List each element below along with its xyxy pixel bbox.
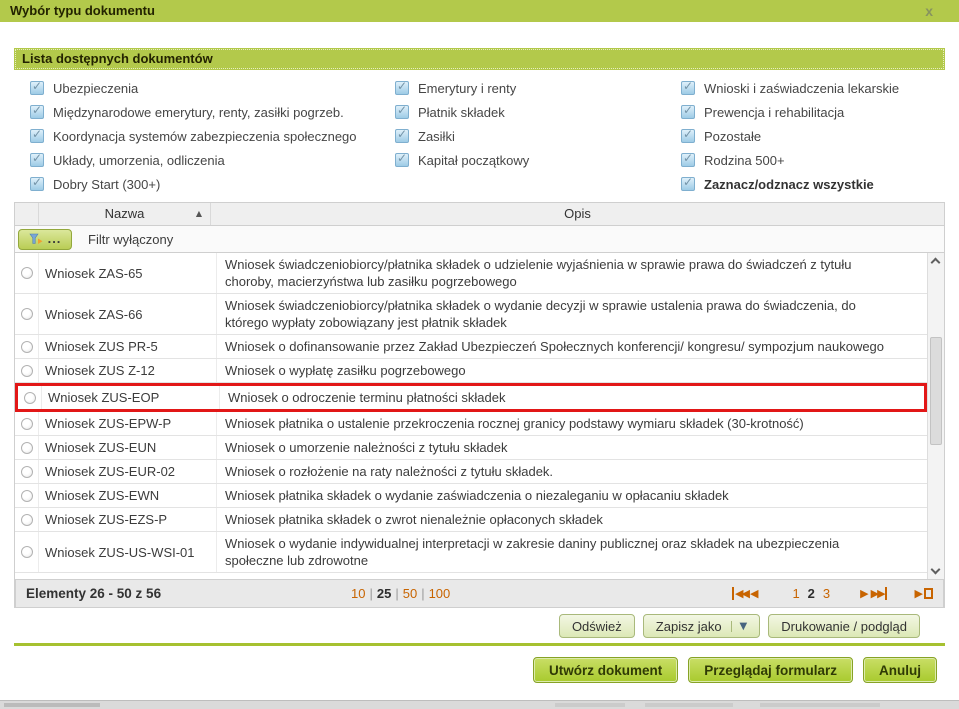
category-filters: [14, 70, 945, 202]
create-document-button[interactable]: [533, 657, 678, 683]
table-row[interactable]: [15, 359, 927, 383]
table-row[interactable]: [15, 508, 927, 532]
category-filter-item[interactable]: [395, 124, 681, 148]
table-row[interactable]: [15, 484, 927, 508]
row-radio-cell: [15, 484, 39, 507]
table-row[interactable]: [15, 412, 927, 436]
checkbox-checked-icon[interactable]: [30, 129, 44, 143]
page-number[interactable]: 3: [822, 586, 831, 601]
category-label: Pozostałe: [704, 128, 762, 144]
filter-status-label: Filtr wyłączony: [88, 231, 174, 247]
row-radio-button[interactable]: [21, 267, 33, 279]
row-name-cell: Wniosek ZUS-EPW-P: [39, 412, 217, 435]
category-label: Płatnik składek: [418, 104, 505, 120]
category-filter-item[interactable]: [395, 100, 681, 124]
background-ghost-text: [760, 703, 880, 707]
row-desc-cell: Wniosek o rozłożenie na raty należności z tytułu składek.: [225, 464, 554, 479]
category-label: Układy, umorzenia, odliczenia: [53, 152, 225, 168]
table-row[interactable]: [15, 460, 927, 484]
pagination-nav: [732, 586, 933, 601]
table-header-row: [15, 203, 944, 226]
sort-ascending-icon[interactable]: ▲: [195, 209, 202, 218]
category-filter-item[interactable]: [30, 172, 395, 196]
checkbox-checked-icon[interactable]: [395, 129, 409, 143]
category-label: Emerytury i renty: [418, 80, 517, 96]
row-radio-button[interactable]: [21, 308, 33, 320]
page-size-selector: [347, 580, 454, 607]
page-size-option[interactable]: 50: [402, 586, 418, 601]
category-label: Prewencja i rehabilitacja: [704, 104, 845, 120]
table-row[interactable]: [15, 253, 927, 294]
row-desc-cell: Wniosek o wydanie indywidualnej interpretacji w zakresie daniny publicznej oraz składek na ubezpieczenia społeczne lub zdrowotne: [225, 536, 840, 568]
row-name-cell: Wniosek ZUS-EUR-02: [39, 460, 217, 483]
table-toolbar: [14, 608, 945, 643]
create-document-label: Utwórz dokument: [548, 662, 663, 678]
row-radio-cell: [15, 359, 39, 382]
row-desc-cell: Wniosek o umorzenie należności z tytułu składek: [225, 440, 508, 455]
category-label: Rodzina 500+: [704, 152, 785, 168]
scroll-down-icon[interactable]: [931, 565, 941, 575]
save-as-button-label: Zapisz jako: [655, 618, 722, 634]
next-page-icon[interactable]: ▶: [860, 587, 869, 600]
checkbox-checked-icon[interactable]: [395, 105, 409, 119]
category-filter-item[interactable]: [681, 100, 945, 124]
cancel-button[interactable]: [863, 657, 937, 683]
panel-bottom-divider: [14, 643, 945, 646]
last-page-icon[interactable]: ▶▶: [871, 587, 887, 600]
pagination-bar: [15, 580, 944, 608]
row-radio-button[interactable]: [21, 365, 33, 377]
row-name-cell: Wniosek ZUS-EOP: [42, 386, 220, 409]
row-name-cell: Wniosek ZAS-65: [39, 253, 217, 293]
print-preview-button-label: Drukowanie / podgląd: [781, 618, 907, 634]
row-radio-button[interactable]: [21, 466, 33, 478]
goto-page-button[interactable]: [915, 587, 933, 600]
row-radio-button[interactable]: [24, 392, 36, 404]
checkbox-checked-icon[interactable]: [30, 153, 44, 167]
row-radio-button[interactable]: [21, 514, 33, 526]
row-radio-cell: [15, 436, 39, 459]
checkbox-checked-icon[interactable]: [681, 153, 695, 167]
row-name-cell: Wniosek ZUS-EWN: [39, 484, 217, 507]
dialog-title: Wybór typu dokumentu: [10, 3, 155, 18]
preview-form-label: Przeglądaj formularz: [704, 662, 837, 678]
checkbox-checked-icon[interactable]: [681, 81, 695, 95]
separator: |: [369, 586, 373, 601]
row-desc-cell: Wniosek świadczeniobiorcy/płatnika składek o wydanie decyzji w sprawie ustalenia prawa do świadczenia, do którego wypłaty zobowiązany jest płatnik składek: [225, 298, 856, 330]
checkbox-checked-icon[interactable]: [30, 177, 44, 191]
checkbox-checked-icon[interactable]: [681, 105, 695, 119]
row-name-cell: Wniosek ZAS-66: [39, 294, 217, 334]
category-label: Międzynarodowe emerytury, renty, zasiłki pogrzeb.: [53, 104, 344, 120]
page-size-option[interactable]: 10: [351, 586, 366, 601]
radio-column-header: [15, 203, 39, 225]
first-page-icon[interactable]: ◀◀: [732, 587, 748, 600]
category-column-1: [30, 76, 395, 196]
row-radio-cell: [15, 532, 39, 572]
row-radio-cell: [18, 386, 42, 409]
table-row[interactable]: [15, 294, 927, 335]
row-name-cell: Wniosek ZUS-EZS-P: [39, 508, 217, 531]
separator: |: [421, 586, 425, 601]
table-filter-bar: [15, 226, 944, 253]
checkbox-checked-icon[interactable]: [395, 153, 409, 167]
row-desc-cell: Wniosek o odroczenie terminu płatności składek: [228, 390, 506, 405]
row-radio-button[interactable]: [21, 341, 33, 353]
row-radio-cell: [15, 412, 39, 435]
category-filter-item[interactable]: [681, 148, 945, 172]
close-icon[interactable]: x: [925, 3, 933, 19]
print-preview-button[interactable]: [768, 614, 920, 638]
chevron-down-icon[interactable]: ▼: [731, 621, 748, 632]
scroll-up-icon[interactable]: [931, 258, 941, 268]
category-filter-item[interactable]: [681, 172, 945, 196]
documents-table: [14, 202, 945, 608]
table-scrollbar[interactable]: [927, 253, 944, 579]
category-filter-item[interactable]: [30, 76, 395, 100]
table-body: [15, 253, 927, 579]
background-ghost-text: [555, 703, 625, 707]
table-row[interactable]: [15, 532, 927, 573]
category-filter-item[interactable]: [30, 100, 395, 124]
category-label: Ubezpieczenia: [53, 80, 139, 96]
category-filter-item[interactable]: [30, 124, 395, 148]
row-radio-button[interactable]: [21, 546, 33, 558]
checkbox-checked-icon[interactable]: [681, 177, 695, 191]
page-size-option-active[interactable]: 25: [376, 586, 392, 601]
row-desc-cell: Wniosek płatnika składek o wydanie zaświadczenia o niezaleganiu w opłacaniu składek: [225, 488, 729, 503]
row-radio-cell: [15, 460, 39, 483]
refresh-button-label: Odśwież: [571, 618, 622, 634]
preview-form-button[interactable]: [688, 657, 853, 683]
column-header-nazwa[interactable]: [39, 203, 211, 225]
goto-page-box-icon: [924, 588, 933, 599]
category-label: Dobry Start (300+): [53, 176, 161, 192]
row-name-cell: Wniosek ZUS-US-WSI-01: [39, 532, 217, 572]
background-ghost-text: [645, 703, 733, 707]
page-number-active: 2: [807, 586, 815, 601]
dialog-footer: [533, 657, 937, 683]
table-row[interactable]: [15, 335, 927, 359]
column-header-nazwa-label: Nazwa: [104, 206, 145, 221]
page-size-option[interactable]: 100: [428, 586, 451, 601]
checkbox-checked-icon[interactable]: [30, 81, 44, 95]
background-ghost-text: [4, 703, 100, 707]
filter-button-label: ...: [47, 231, 62, 246]
page-number[interactable]: 1: [792, 586, 800, 601]
goto-page-icon: ▶: [914, 587, 923, 600]
previous-page-icon[interactable]: ◀: [749, 587, 759, 600]
separator: |: [395, 586, 399, 601]
row-desc-cell: Wniosek o dofinansowanie przez Zakład Ubezpieczeń Społecznych konferencji/ kongresu/ sympozjum naukowego: [225, 339, 885, 354]
table-row[interactable]: [15, 436, 927, 460]
category-column-3: [681, 76, 945, 196]
checkbox-checked-icon[interactable]: [681, 129, 695, 143]
panel-header-title: Lista dostępnych dokumentów: [14, 48, 945, 70]
cancel-label: Anuluj: [879, 662, 921, 678]
row-desc-cell: Wniosek płatnika składek o zwrot nienależnie opłaconych składek: [225, 512, 603, 527]
table-body-wrap: [15, 253, 944, 580]
table-row[interactable]: [15, 383, 927, 412]
save-as-button[interactable]: [643, 614, 760, 638]
category-label: Wnioski i zaświadczenia lekarskie: [704, 80, 900, 96]
row-name-cell: Wniosek ZUS-EUN: [39, 436, 217, 459]
category-filter-item[interactable]: [681, 124, 945, 148]
row-radio-button[interactable]: [21, 442, 33, 454]
row-name-cell: Wniosek ZUS Z-12: [39, 359, 217, 382]
row-name-cell: Wniosek ZUS PR-5: [39, 335, 217, 358]
background-page-edge: [0, 700, 959, 709]
document-list-panel: [14, 48, 945, 646]
category-column-2: [395, 76, 681, 196]
category-label: Zasiłki: [418, 128, 455, 144]
row-radio-cell: [15, 294, 39, 334]
row-desc-cell: Wniosek świadczeniobiorcy/płatnika składek o udzielenie wyjaśnienia w sprawie prawa do świadczeń z tytułu choroby, macierzyństwa lub zasiłku pogrzebowego: [225, 257, 852, 289]
category-label: Kapitał początkowy: [418, 152, 530, 168]
category-label: Koordynacja systemów zabezpieczenia społecznego: [53, 128, 357, 144]
row-radio-cell: [15, 253, 39, 293]
refresh-button[interactable]: [559, 614, 635, 638]
checkbox-checked-icon[interactable]: [395, 81, 409, 95]
row-radio-cell: [15, 335, 39, 358]
checkbox-checked-icon[interactable]: [30, 105, 44, 119]
category-filter-item[interactable]: [395, 76, 681, 100]
category-filter-item[interactable]: [395, 148, 681, 172]
dialog-titlebar: [0, 0, 959, 22]
row-radio-button[interactable]: [21, 490, 33, 502]
category-label: Zaznacz/odznacz wszystkie: [704, 176, 874, 192]
category-filter-item[interactable]: [681, 76, 945, 100]
row-desc-cell: Wniosek o wypłatę zasiłku pogrzebowego: [225, 363, 466, 378]
row-radio-button[interactable]: [21, 418, 33, 430]
category-filter-item[interactable]: [30, 148, 395, 172]
scrollbar-thumb[interactable]: [930, 337, 942, 445]
row-desc-cell: Wniosek płatnika o ustalenie przekroczenia rocznej granicy podstawy wymiaru składek (30-krotność): [225, 416, 804, 431]
row-radio-cell: [15, 508, 39, 531]
column-header-opis[interactable]: Opis: [564, 206, 591, 221]
filter-icon: [29, 233, 44, 245]
elements-summary: Elementy 26 - 50 z 56: [26, 586, 162, 601]
filter-toggle-button[interactable]: [18, 229, 72, 250]
